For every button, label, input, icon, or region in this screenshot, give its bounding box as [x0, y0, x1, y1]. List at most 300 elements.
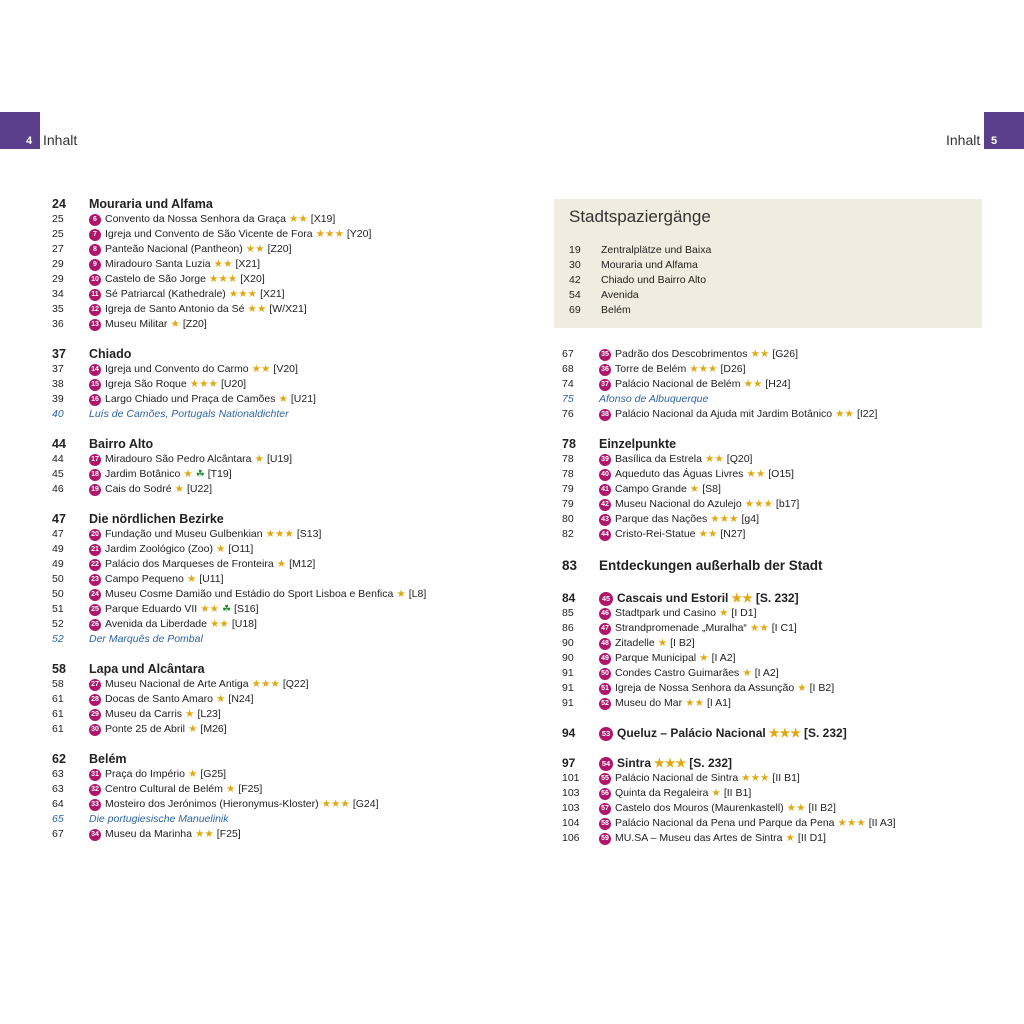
rating-stars-icon: ★ — [657, 637, 668, 649]
sight-item[interactable] — [562, 666, 992, 681]
toc-section — [562, 556, 992, 576]
section-page-number: 78 — [562, 437, 576, 451]
item-page-number: 79 — [562, 483, 574, 495]
map-reference: [Z20] — [267, 243, 292, 255]
section-heading[interactable] — [52, 511, 492, 527]
sight-number-badge: 26 — [89, 619, 101, 631]
rating-stars-icon: ★ — [699, 652, 709, 664]
rating-stars-icon: ★★ — [835, 408, 854, 420]
rating-stars-icon: ★ — [185, 708, 195, 720]
item-label: Jardim Botânico — [105, 468, 181, 480]
kids-clover-icon: ☘ — [222, 604, 232, 615]
item-label: Museu Nacional de Arte Antiga — [105, 678, 249, 690]
rating-stars-icon: ★ — [278, 393, 288, 405]
map-reference: [U18] — [231, 618, 257, 630]
section-title: Die nördlichen Bezirke — [89, 512, 224, 526]
toc-section — [562, 725, 992, 741]
rating-stars-icon: ★★ — [698, 528, 718, 540]
sight-number-badge: 53 — [599, 727, 613, 741]
rating-stars-icon: ★★ — [749, 622, 769, 634]
sight-number-badge: 46 — [599, 608, 611, 620]
sight-item[interactable] — [52, 767, 492, 782]
item-page-number: 91 — [562, 667, 574, 679]
sight-number-badge: 36 — [599, 364, 611, 376]
map-reference: [II D1] — [797, 832, 826, 844]
item-label: Palácio Nacional da Ajuda mit Jardim Botânico — [615, 408, 833, 420]
sight-item[interactable] — [52, 392, 492, 407]
item-label: Museu do Mar — [615, 697, 683, 709]
rating-stars-icon: ★★★ — [315, 228, 344, 240]
rating-stars-icon: ★★ — [194, 828, 214, 840]
rating-stars-icon: ★ — [785, 832, 795, 844]
item-page-number: 67 — [562, 348, 574, 360]
rating-stars-icon: ★★ — [247, 303, 267, 315]
section-heading[interactable] — [52, 346, 492, 362]
sight-item[interactable] — [562, 377, 992, 392]
toc-section — [562, 755, 992, 846]
map-reference: [H24] — [765, 378, 791, 390]
walk-item[interactable] — [569, 303, 969, 318]
section-title-wrap — [89, 661, 205, 677]
walk-item[interactable] — [569, 258, 969, 273]
rating-stars-icon: ★★★ — [228, 288, 258, 300]
rating-stars-icon: ★★ — [750, 348, 770, 360]
right-page-tab — [984, 112, 1024, 149]
item-page-number: 82 — [562, 528, 574, 540]
sight-number-badge: 29 — [89, 709, 101, 721]
sight-number-badge: 41 — [599, 484, 611, 496]
sight-number-badge: 25 — [89, 604, 101, 616]
item-page-number: 44 — [52, 453, 64, 465]
rating-stars-icon: ★ — [183, 468, 193, 480]
sight-number-badge: 39 — [599, 454, 611, 466]
sight-item[interactable] — [562, 407, 992, 422]
sight-item[interactable] — [562, 786, 992, 801]
item-page-number: 52 — [52, 618, 64, 630]
sight-item[interactable] — [52, 302, 492, 317]
sight-item[interactable] — [52, 467, 492, 482]
sight-number-badge: 59 — [599, 833, 611, 845]
toc-section — [562, 347, 992, 422]
section-heading[interactable] — [562, 436, 992, 452]
sight-item[interactable] — [52, 257, 492, 272]
sight-number-badge: 8 — [89, 244, 101, 256]
rating-stars-icon: ★ — [689, 483, 700, 495]
item-label: Fundação und Museu Gulbenkian — [105, 528, 263, 540]
map-reference: [X19] — [310, 213, 336, 225]
sight-number-badge: 38 — [599, 409, 611, 421]
feature-article-item[interactable] — [52, 812, 492, 827]
sight-item[interactable] — [52, 692, 492, 707]
item-label: Basílica da Estrela — [615, 453, 702, 465]
map-reference: [II B2] — [808, 802, 836, 814]
section-page-number: 58 — [52, 662, 66, 676]
sight-number-badge: 44 — [599, 529, 611, 541]
map-reference: [I A2] — [711, 652, 736, 664]
item-page-number: 65 — [52, 813, 64, 825]
section-heading[interactable] — [562, 556, 992, 576]
item-label: Der Marquês de Pombal — [89, 633, 203, 645]
section-title-wrap — [89, 751, 127, 767]
section-heading[interactable] — [562, 725, 992, 741]
sight-item[interactable] — [52, 827, 492, 842]
sight-number-badge: 35 — [599, 349, 611, 361]
section-heading[interactable] — [52, 436, 492, 452]
sight-item[interactable] — [52, 617, 492, 632]
rating-stars-icon: ★★ — [731, 591, 753, 605]
item-page-number: 36 — [52, 318, 64, 330]
sight-item[interactable] — [562, 801, 992, 816]
section-heading[interactable] — [52, 661, 492, 677]
section-title: Einzelpunkte — [599, 437, 677, 451]
rating-stars-icon: ★★★ — [265, 528, 294, 540]
item-page-number: 29 — [52, 273, 64, 285]
item-page-number: 85 — [562, 607, 574, 619]
sight-item[interactable] — [562, 452, 992, 467]
section-heading[interactable] — [52, 751, 492, 767]
sight-number-badge: 9 — [89, 259, 101, 271]
map-reference: [O15] — [768, 468, 794, 480]
map-reference: [X21] — [235, 258, 261, 270]
map-reference: [I22] — [856, 408, 878, 420]
sight-item[interactable] — [562, 527, 992, 542]
feature-article-item[interactable] — [52, 407, 492, 422]
sight-number-badge: 50 — [599, 668, 611, 680]
item-label: Strandpromenade „Muralha“ — [615, 622, 747, 634]
item-page-number: 35 — [52, 303, 64, 315]
sight-item[interactable] — [562, 347, 992, 362]
item-label: Igreja und Convento de São Vicente de Fora — [105, 228, 313, 240]
sight-number-badge: 40 — [599, 469, 611, 481]
rating-stars-icon: ★★ — [704, 453, 724, 465]
sight-number-badge: 52 — [599, 698, 611, 710]
map-reference: [F25] — [238, 783, 263, 795]
item-label: Palácio Nacional de Sintra — [615, 772, 739, 784]
sight-item[interactable] — [52, 722, 492, 737]
sight-item[interactable] — [52, 782, 492, 797]
map-reference: [O11] — [228, 543, 254, 555]
item-page-number: 52 — [52, 633, 64, 645]
sight-item[interactable] — [52, 227, 492, 242]
walk-item[interactable] — [569, 288, 969, 303]
rating-stars-icon: ★ — [276, 558, 287, 570]
item-label: Igreja de Nossa Senhora da Assunção — [615, 682, 795, 694]
sight-item[interactable] — [562, 482, 992, 497]
sight-number-badge: 12 — [89, 304, 101, 316]
sight-item[interactable] — [52, 602, 492, 617]
toc-section — [52, 436, 492, 497]
sight-item[interactable] — [562, 696, 992, 711]
item-page-number: 61 — [52, 693, 64, 705]
section-page-number: 84 — [562, 591, 576, 605]
right-toc-column — [562, 347, 992, 860]
map-reference: [g4] — [741, 513, 759, 525]
sight-item[interactable] — [52, 587, 492, 602]
walk-label: Avenida — [601, 289, 639, 301]
sight-number-badge: 16 — [89, 394, 101, 406]
item-page-number: 90 — [562, 637, 574, 649]
rating-stars-icon: ★★ — [251, 363, 271, 375]
item-page-number: 46 — [52, 483, 64, 495]
feature-article-item[interactable] — [52, 632, 492, 647]
sight-item[interactable] — [562, 831, 992, 846]
item-label: Avenida da Liberdade — [105, 618, 207, 630]
section-title: Bairro Alto — [89, 437, 154, 451]
walk-label: Chiado und Bairro Alto — [601, 274, 707, 286]
item-label: Palácio Nacional de Belém — [615, 378, 741, 390]
map-reference: [U22] — [186, 483, 213, 495]
item-page-number: 106 — [562, 832, 580, 844]
sight-item[interactable] — [52, 557, 492, 572]
item-label: Docas de Santo Amaro — [105, 693, 213, 705]
sight-number-badge: 7 — [89, 229, 101, 241]
sight-item[interactable] — [52, 707, 492, 722]
section-title: Sintra — [617, 756, 652, 770]
toc-section — [562, 590, 992, 711]
sight-item[interactable] — [52, 272, 492, 287]
item-label: Convento da Nossa Senhora da Graça — [105, 213, 286, 225]
rating-stars-icon: ★★★ — [208, 273, 238, 285]
item-label: Parque das Nações — [615, 513, 708, 525]
sight-item[interactable] — [52, 287, 492, 302]
left-page-number: 4 — [26, 135, 33, 147]
sight-item[interactable] — [52, 452, 492, 467]
map-reference: [N27] — [720, 528, 746, 540]
rating-stars-icon: ★★ — [213, 258, 233, 270]
rating-stars-icon: ★★★ — [189, 378, 218, 390]
sight-item[interactable] — [52, 362, 492, 377]
sight-number-badge: 6 — [89, 214, 101, 226]
sight-item[interactable] — [562, 467, 992, 482]
sight-number-badge: 30 — [89, 724, 101, 736]
sight-item[interactable] — [52, 677, 492, 692]
item-label: Museu da Marinha — [105, 828, 192, 840]
section-title: Queluz – Palácio Nacional — [617, 726, 766, 740]
right-running-head: Inhalt — [946, 132, 981, 148]
item-label: Igreja São Roque — [105, 378, 187, 390]
walk-page-number: 54 — [569, 289, 581, 301]
section-title: Belém — [89, 752, 127, 766]
item-label: Die portugiesische Manuelinik — [89, 813, 229, 825]
section-heading[interactable] — [562, 590, 992, 606]
sight-item[interactable] — [562, 621, 992, 636]
sight-number-badge: 14 — [89, 364, 101, 376]
walk-page-number: 30 — [569, 259, 581, 271]
sight-item[interactable] — [562, 636, 992, 651]
sight-item[interactable] — [52, 317, 492, 332]
item-page-number: 27 — [52, 243, 64, 255]
section-page-number: 24 — [52, 197, 66, 211]
rating-stars-icon: ★★ — [200, 603, 220, 615]
section-title: Cascais und Estoril — [617, 591, 729, 605]
item-page-number: 39 — [52, 393, 64, 405]
sight-number-badge: 43 — [599, 514, 611, 526]
rating-stars-icon: ★ — [215, 693, 226, 705]
walk-item[interactable] — [569, 243, 969, 258]
feature-article-item[interactable] — [562, 392, 992, 407]
sight-item[interactable] — [562, 497, 992, 512]
map-reference: [G24] — [352, 798, 379, 810]
section-heading[interactable] — [52, 196, 492, 212]
walk-label: Belém — [601, 304, 631, 316]
item-page-number: 74 — [562, 378, 574, 390]
rating-stars-icon: ★ — [174, 483, 184, 495]
toc-section — [52, 346, 492, 422]
rating-stars-icon: ★★★ — [251, 678, 280, 690]
sight-item[interactable] — [52, 212, 492, 227]
walk-page-number: 19 — [569, 244, 581, 256]
sight-number-badge: 19 — [89, 484, 101, 496]
rating-stars-icon: ★ — [187, 723, 198, 735]
item-label: Sé Patriarcal (Kathedrale) — [105, 288, 226, 300]
map-reference: [Y20] — [346, 228, 372, 240]
item-label: Museu Militar — [105, 318, 168, 330]
item-label: Stadtpark und Casino — [615, 607, 716, 619]
rating-stars-icon: ★★★ — [689, 363, 718, 375]
item-page-number: 51 — [52, 603, 64, 615]
map-reference: [Z20] — [182, 318, 207, 330]
walk-label: Zentralplätze und Baixa — [601, 244, 712, 256]
map-reference: [I A2] — [754, 667, 779, 679]
right-page-number: 5 — [991, 135, 998, 147]
sight-number-badge: 54 — [599, 757, 613, 771]
rating-stars-icon: ★★★ — [710, 513, 739, 525]
rating-stars-icon: ★ — [170, 318, 180, 330]
item-page-number: 47 — [52, 528, 64, 540]
map-reference: [X20] — [240, 273, 265, 285]
sight-number-badge: 17 — [89, 454, 101, 466]
rating-stars-icon: ★★ — [288, 213, 308, 225]
item-page-number: 103 — [562, 787, 580, 799]
sight-item[interactable] — [52, 527, 492, 542]
rating-stars-icon: ★ — [254, 453, 264, 465]
item-page-number: 63 — [52, 783, 64, 795]
walk-item[interactable] — [569, 273, 969, 288]
sight-item[interactable] — [562, 771, 992, 786]
sight-number-badge: 33 — [89, 799, 101, 811]
item-page-number: 80 — [562, 513, 574, 525]
sight-item[interactable] — [562, 651, 992, 666]
sight-item[interactable] — [562, 362, 992, 377]
section-title-wrap — [89, 511, 224, 527]
left-page-tab — [0, 112, 40, 149]
kids-clover-icon: ☘ — [195, 469, 205, 480]
sight-item[interactable] — [52, 572, 492, 587]
item-label: Largo Chiado und Praça de Camões — [105, 393, 276, 405]
item-page-number: 91 — [562, 682, 574, 694]
toc-section — [52, 511, 492, 647]
item-page-number: 78 — [562, 453, 574, 465]
map-reference: [S13] — [296, 528, 322, 540]
map-reference: [II A3] — [868, 817, 896, 829]
item-label: Luís de Camões, Portugals Nationaldichter — [89, 408, 289, 420]
walk-label: Mouraria und Alfama — [601, 259, 698, 271]
item-label: Igreja und Convento do Carmo — [105, 363, 249, 375]
item-label: Padrão dos Descobrimentos — [615, 348, 748, 360]
map-reference: [S. 232] — [755, 591, 799, 605]
item-label: Miradouro São Pedro Alcântara — [105, 453, 252, 465]
sight-item[interactable] — [52, 242, 492, 257]
section-title-wrap — [599, 436, 676, 452]
sight-item[interactable] — [562, 681, 992, 696]
item-label: Campo Grande — [615, 483, 687, 495]
sight-item[interactable] — [562, 606, 992, 621]
map-reference: [I B2] — [809, 682, 835, 694]
item-page-number: 37 — [52, 363, 64, 375]
section-title: Chiado — [89, 347, 132, 361]
item-label: Zitadelle — [615, 637, 655, 649]
sight-item[interactable] — [52, 797, 492, 812]
map-reference: [U21] — [290, 393, 316, 405]
item-label: Panteão Nacional (Pantheon) — [105, 243, 243, 255]
toc-section — [562, 436, 992, 542]
map-reference: [I C1] — [771, 622, 797, 634]
sight-number-badge: 55 — [599, 773, 611, 785]
rating-stars-icon: ★★★ — [744, 498, 773, 510]
sight-item[interactable] — [52, 482, 492, 497]
toc-section — [52, 196, 492, 332]
item-page-number: 50 — [52, 573, 64, 585]
sight-number-badge: 37 — [599, 379, 611, 391]
map-reference: [I D1] — [731, 607, 757, 619]
sight-item[interactable] — [52, 542, 492, 557]
sight-number-badge: 45 — [599, 592, 613, 606]
section-title-wrap — [599, 556, 823, 576]
item-page-number: 50 — [52, 588, 64, 600]
map-reference: [b17] — [775, 498, 800, 510]
walk-page-number: 69 — [569, 304, 581, 316]
map-reference: [S8] — [702, 483, 721, 495]
rating-stars-icon: ★★ — [245, 243, 265, 255]
section-title-wrap — [599, 590, 799, 606]
item-page-number: 29 — [52, 258, 64, 270]
item-label: Mosteiro dos Jerónimos (Hieronymus-Kloster) — [105, 798, 319, 810]
sight-number-badge: 18 — [89, 469, 101, 481]
section-page-number: 37 — [52, 347, 66, 361]
map-reference: [U11] — [199, 573, 224, 585]
sight-number-badge: 32 — [89, 784, 101, 796]
map-reference: [D26] — [720, 363, 746, 375]
item-label: Campo Pequeno — [105, 573, 184, 585]
sight-item[interactable] — [52, 377, 492, 392]
map-reference: [U20] — [220, 378, 247, 390]
map-reference: [S16] — [234, 603, 259, 615]
section-title-wrap — [599, 755, 732, 771]
item-page-number: 49 — [52, 543, 64, 555]
rating-stars-icon: ★ — [225, 783, 236, 795]
rating-stars-icon: ★★★ — [321, 798, 350, 810]
rating-stars-icon: ★★ — [743, 378, 763, 390]
section-title-wrap — [89, 196, 213, 212]
item-page-number: 67 — [52, 828, 64, 840]
item-page-number: 64 — [52, 798, 64, 810]
section-title: Entdeckungen außerhalb der Stadt — [599, 558, 823, 573]
map-reference: [L8] — [408, 588, 427, 600]
rating-stars-icon: ★★★ — [837, 817, 866, 829]
sight-item[interactable] — [562, 512, 992, 527]
sight-item[interactable] — [562, 816, 992, 831]
map-reference: [W/X21] — [269, 303, 307, 315]
sight-number-badge: 11 — [89, 289, 101, 301]
rating-stars-icon: ★ — [711, 787, 721, 799]
map-reference: [S. 232] — [804, 726, 847, 740]
map-reference: [S. 232] — [689, 756, 732, 770]
item-page-number: 49 — [52, 558, 64, 570]
section-heading[interactable] — [562, 755, 992, 771]
rating-stars-icon: ★★ — [786, 802, 806, 814]
item-page-number: 75 — [562, 393, 574, 405]
section-page-number: 44 — [52, 437, 66, 451]
